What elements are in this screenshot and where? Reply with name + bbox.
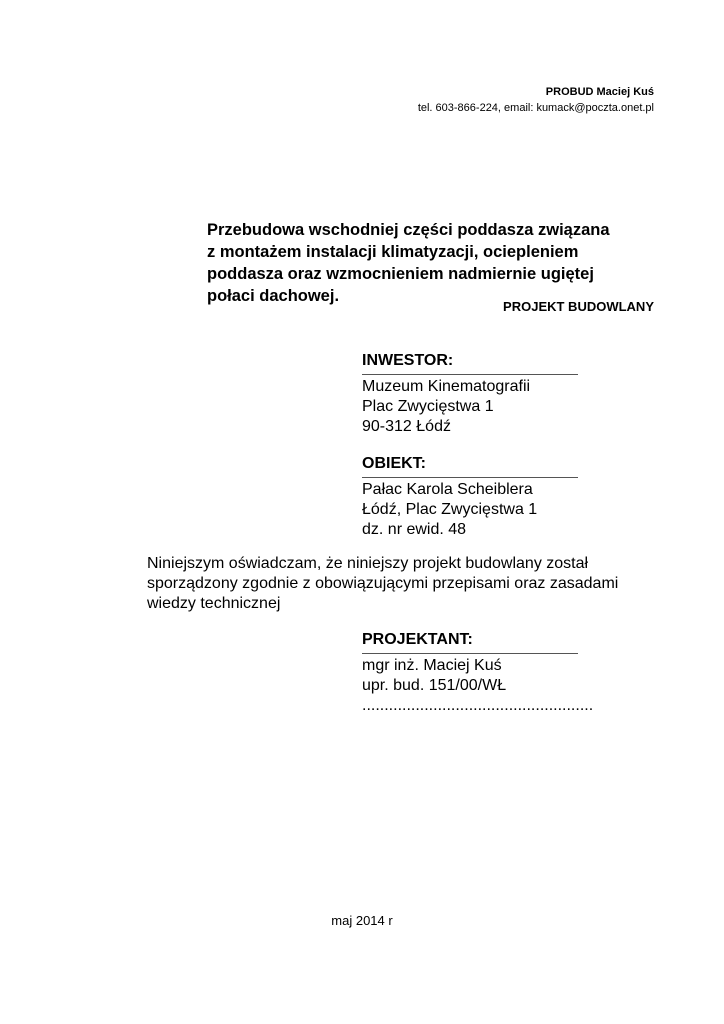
object-heading: OBIEKT:	[362, 454, 578, 478]
object-section	[362, 454, 578, 540]
investor-line: Plac Zwycięstwa 1	[362, 398, 494, 415]
designer-details	[362, 654, 594, 716]
statement-line: Niniejszym oświadczam, że niniejszy projekt budowlany został	[147, 555, 589, 572]
investor-heading: INWESTOR:	[362, 351, 578, 375]
object-details	[362, 478, 578, 540]
designer-heading: PROJEKTANT:	[362, 630, 578, 654]
company-contact: tel. 603-866-224, email: kumack@poczta.onet.pl	[417, 102, 654, 114]
statement-line: sporządzony zgodnie z obowiązującymi przepisami oraz zasadami	[147, 575, 619, 592]
designer-line: mgr inż. Maciej Kuś	[362, 657, 502, 674]
company-name: PROBUD Maciej Kuś	[545, 86, 654, 98]
project-title	[207, 219, 677, 307]
statement-line: wiedzy technicznej	[147, 595, 281, 612]
compliance-statement	[147, 554, 667, 614]
project-type-label: PROJEKT BUDOWLANY	[503, 299, 654, 314]
object-line: Pałac Karola Scheiblera	[362, 481, 533, 498]
investor-details	[362, 375, 578, 437]
investor-section	[362, 351, 578, 437]
document-date: maj 2014 r	[331, 913, 393, 928]
signature-line: ....................................................	[362, 697, 594, 714]
title-line: Przebudowa wschodniej części poddasza związana	[207, 221, 610, 239]
title-line: z montażem instalacji klimatyzacji, ociepleniem	[207, 243, 579, 261]
designer-section	[362, 630, 594, 716]
title-line: połaci dachowej.	[207, 287, 340, 305]
title-line: poddasza oraz wzmocnieniem nadmiernie ugiętej	[207, 265, 594, 283]
designer-line: upr. bud. 151/00/WŁ	[362, 677, 507, 694]
letterhead	[418, 84, 654, 116]
object-line: dz. nr ewid. 48	[362, 521, 467, 538]
object-line: Łódź, Plac Zwycięstwa 1	[362, 501, 538, 518]
investor-line: Muzeum Kinematografii	[362, 378, 531, 395]
investor-line: 90-312 Łódź	[362, 418, 451, 435]
